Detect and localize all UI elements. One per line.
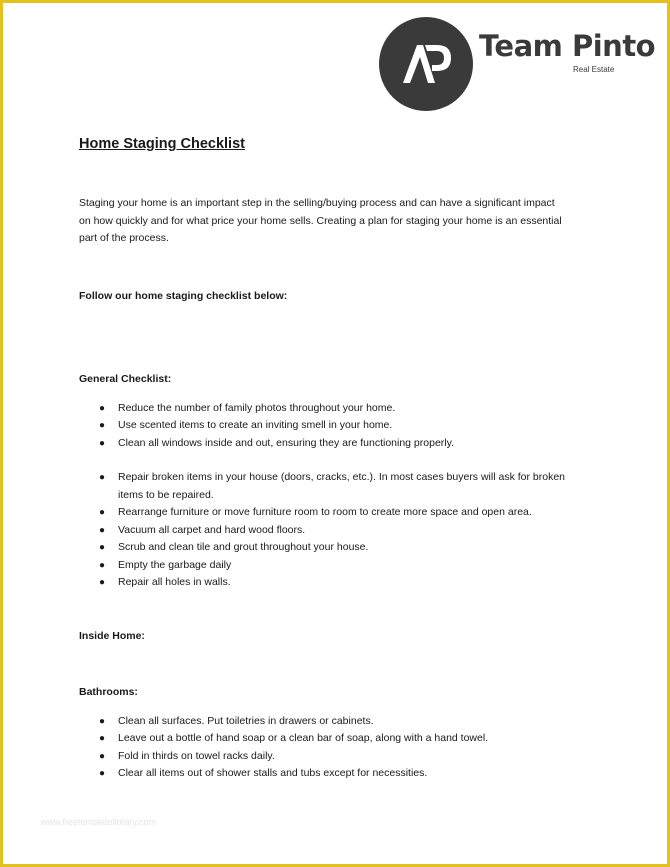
bullet-icon: ●: [99, 472, 106, 483]
list-item: [79, 748, 599, 766]
ap-monogram-icon: [379, 17, 473, 111]
list-item-text: Reduce the number of family photos throughout your home.: [118, 401, 396, 414]
team-pinto-logo: [379, 17, 659, 113]
list-item-text: Clear all items out of shower stalls and tubs except for necessities.: [118, 767, 428, 779]
list-item: [79, 730, 599, 748]
list-item-text: Leave out a bottle of hand soap or a clean bar of soap, along with a hand towel.: [118, 732, 489, 744]
bullet-icon: ●: [99, 507, 106, 518]
list-item-text-continued: items to be repaired.: [118, 488, 214, 501]
watermark: www.freetemplatelibrary.com: [41, 817, 156, 827]
intro-line: on how quickly and for what price your home sells. Creating a plan for staging your home is an essential: [79, 214, 562, 227]
list-item-text: Rearrange furniture or move furniture room to room to create more space and open area.: [118, 506, 532, 518]
bullet-icon: ●: [99, 577, 106, 588]
list-item: [79, 765, 599, 783]
bullet-icon: ●: [99, 542, 106, 553]
bathrooms-checklist: [79, 713, 599, 783]
list-item: [79, 539, 599, 557]
list-item: [79, 504, 599, 522]
list-item-text: Clean all windows inside and out, ensuring they are functioning properly.: [118, 436, 455, 449]
logo-brand-subtitle: Real Estate: [573, 65, 615, 74]
intro-line: part of the process.: [79, 232, 169, 244]
bullet-icon: ●: [99, 559, 106, 571]
bullet-icon: ●: [99, 768, 106, 779]
list-item-text: Repair broken items in your house (doors, cracks, etc.). In most cases buyers will ask for broken: [118, 471, 566, 483]
list-item-text: Repair all holes in walls.: [118, 576, 231, 588]
bathrooms-heading: Bathrooms:: [79, 686, 138, 698]
page-title: Home Staging Checklist: [79, 136, 245, 152]
list-item: [79, 557, 599, 575]
intro-line: Staging your home is an important step in the selling/buying process and can have a significant impact: [79, 197, 555, 209]
bullet-icon: ●: [99, 420, 106, 431]
logo-emblem: [379, 17, 473, 111]
list-item-text: Clean all surfaces. Put toiletries in drawers or cabinets.: [118, 714, 374, 727]
list-item: [79, 469, 599, 504]
intro-paragraph: [79, 195, 599, 248]
list-item: [79, 522, 599, 540]
list-item-text: Fold in thirds on towel racks daily.: [118, 749, 275, 762]
bullet-icon: ●: [99, 715, 106, 727]
document-body: [79, 133, 599, 783]
bullet-icon: ●: [99, 750, 106, 762]
list-item: [79, 417, 599, 435]
list-item-text: Use scented items to create an inviting smell in your home.: [118, 419, 393, 431]
general-checklist-group-1: [79, 400, 599, 453]
bullet-icon: ●: [99, 524, 106, 536]
list-item: [79, 400, 599, 418]
inside-home-heading: Inside Home:: [79, 629, 145, 642]
list-item-text: Scrub and clean tile and grout throughout your house.: [118, 541, 369, 553]
logo-brand-name: Team Pinto: [479, 29, 656, 63]
list-item-text: Vacuum all carpet and hard wood floors.: [118, 523, 306, 536]
bullet-icon: ●: [99, 402, 106, 414]
bullet-icon: ●: [99, 437, 106, 449]
list-item-text: Empty the garbage daily: [118, 558, 232, 571]
follow-instruction: Follow our home staging checklist below:: [79, 289, 288, 302]
general-checklist-group-2: [79, 469, 599, 592]
bullet-icon: ●: [99, 733, 106, 744]
general-checklist-heading: General Checklist:: [79, 373, 172, 385]
list-item: [79, 713, 599, 731]
list-item: [79, 574, 599, 592]
list-item: [79, 435, 599, 453]
